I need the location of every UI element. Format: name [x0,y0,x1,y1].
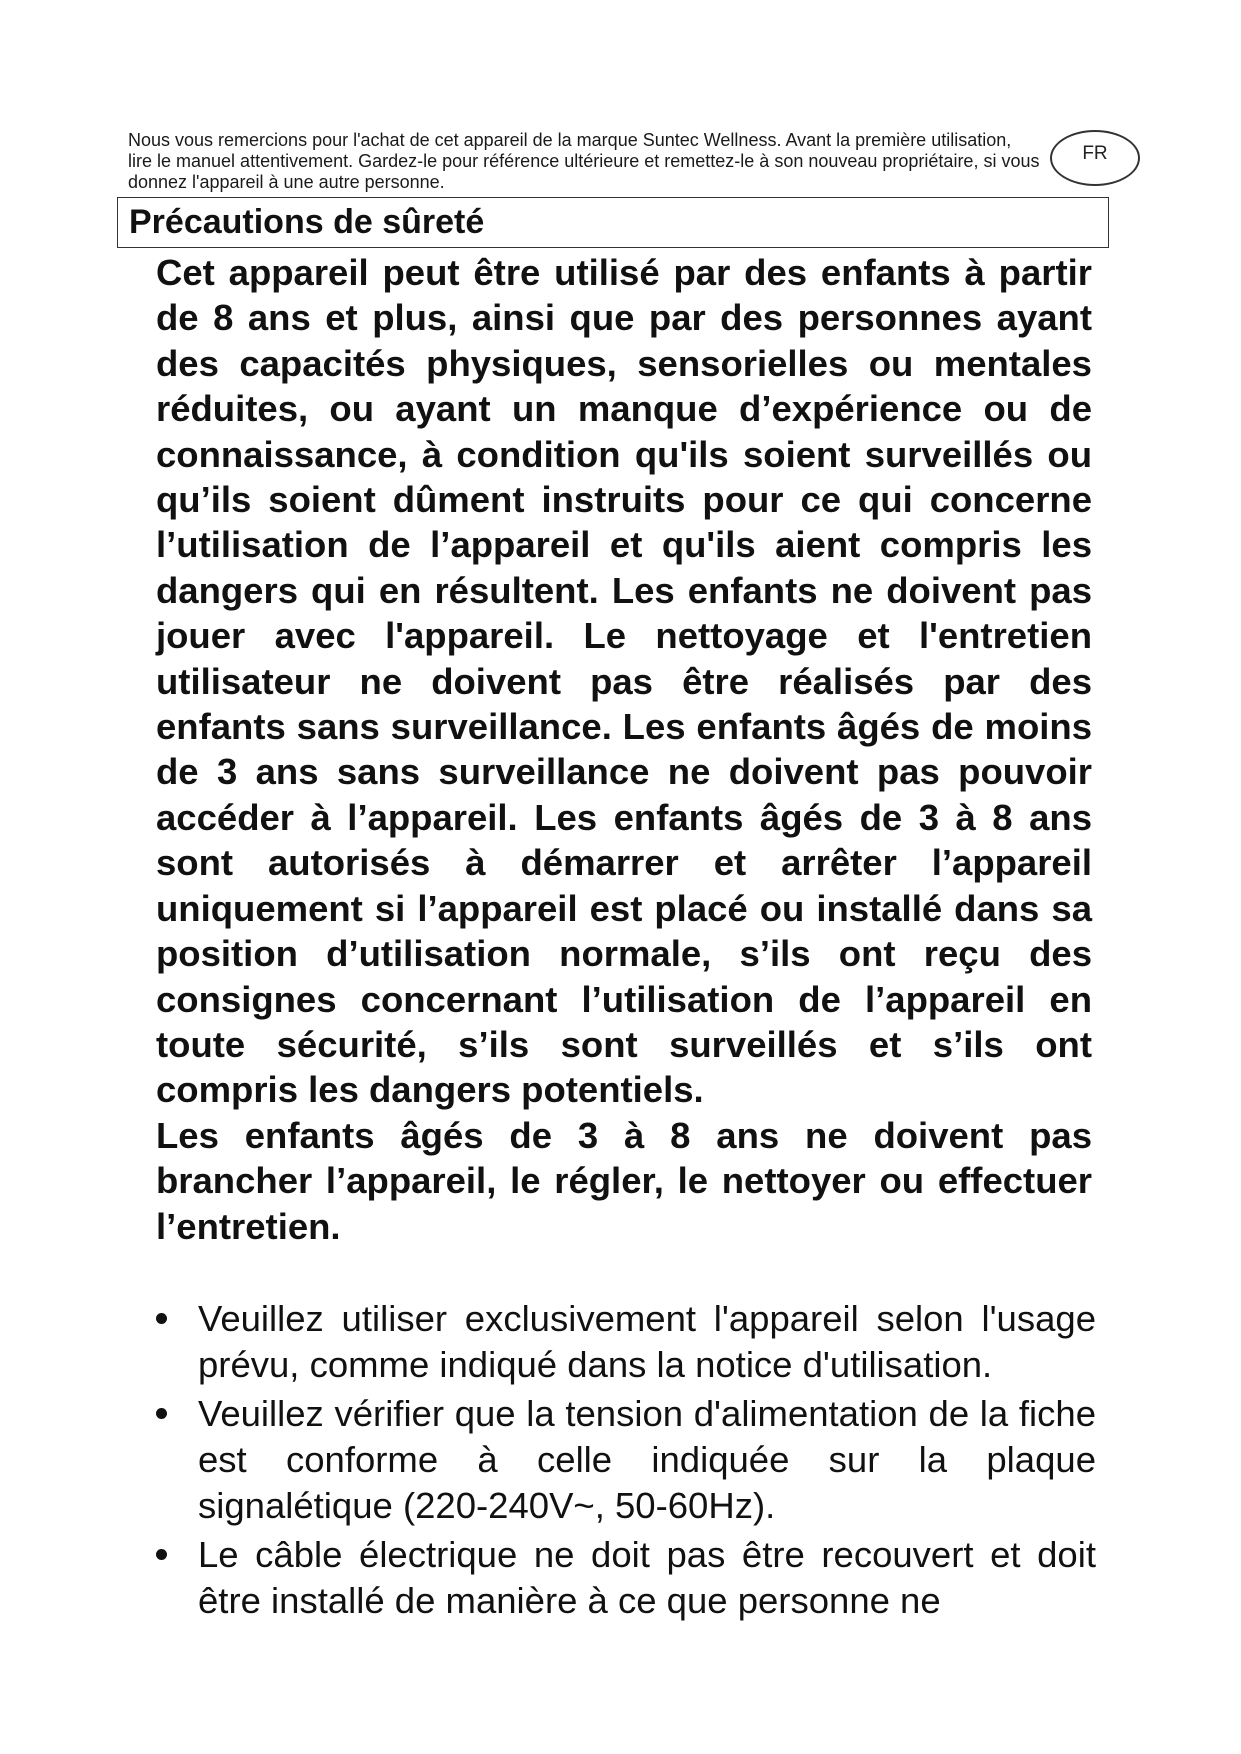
warning-paragraph-2: Les enfants âgés de 3 à 8 ans ne doivent pas brancher l’appareil, le régler, le nettoyer ou effectuer l’entretien. [156,1114,1092,1247]
list-item-text: Veuillez vérifier que la tension d'alimentation de la fiche est conforme à celle indiquée sur la plaque signalétique (220-240V~, 50-60Hz). [198,1393,1096,1526]
precautions-list [150,1296,1096,1627]
language-badge: FR [1050,130,1140,186]
safety-warning [156,250,1092,1249]
list-item-text: Veuillez utiliser exclusivement l'appareil selon l'usage prévu, comme indiqué dans la notice d'utilisation. [198,1298,1096,1385]
bullet-icon [156,1313,167,1324]
intro-text: Nous vous remercions pour l'achat de cet appareil de la marque Suntec Wellness. Avant la première utilisation, lire le manuel attentivement. Gardez-le pour référence ultérieure et remettez-le à son nouveau propriétaire, si vous donnez l'appareil à une autre personne. [128,130,1040,192]
list-item [150,1532,1096,1624]
list-item-text: Le câble électrique ne doit pas être recouvert et doit être installé de manière à ce que personne ne [198,1534,1096,1621]
warning-paragraph-1: Cet appareil peut être utilisé par des enfants à partir de 8 ans et plus, ainsi que par des personnes ayant des capacités physiques, sensorielles ou mentales réduites, ou ayant un manque d’expérience ou de connaissance, à condition qu'ils soient surveillés ou qu’ils soient dûment instruits pour ce qui concerne l’utilisation de l’appareil et qu'ils aient compris les dangers qui en résultent. Les enfants ne doivent pas jouer avec l'appareil. Le nettoyage et l'entretien utilisateur ne doivent pas être réalisés par des enfants sans surveillance. Les enfants âgés de moins de 3 ans sans surveillance ne doivent pas pouvoir accéder à l’appareil. Les enfants âgés de 3 à 8 ans sont autorisés à démarrer et arrêter l’appareil uniquement si l’appareil est placé ou installé dans sa position d’utilisation normale, s’ils ont reçu des consignes concernant l’utilisation de l’appareil en toute sécurité, s’ils sont surveillés et s’ils ont compris les dangers potentiels. [156,252,1092,1111]
list-item [150,1391,1096,1529]
section-header-box [117,197,1109,248]
bullet-icon [156,1549,167,1560]
bullet-icon [156,1408,167,1419]
section-title: Précautions de sûreté [129,203,485,241]
list-item [150,1296,1096,1388]
